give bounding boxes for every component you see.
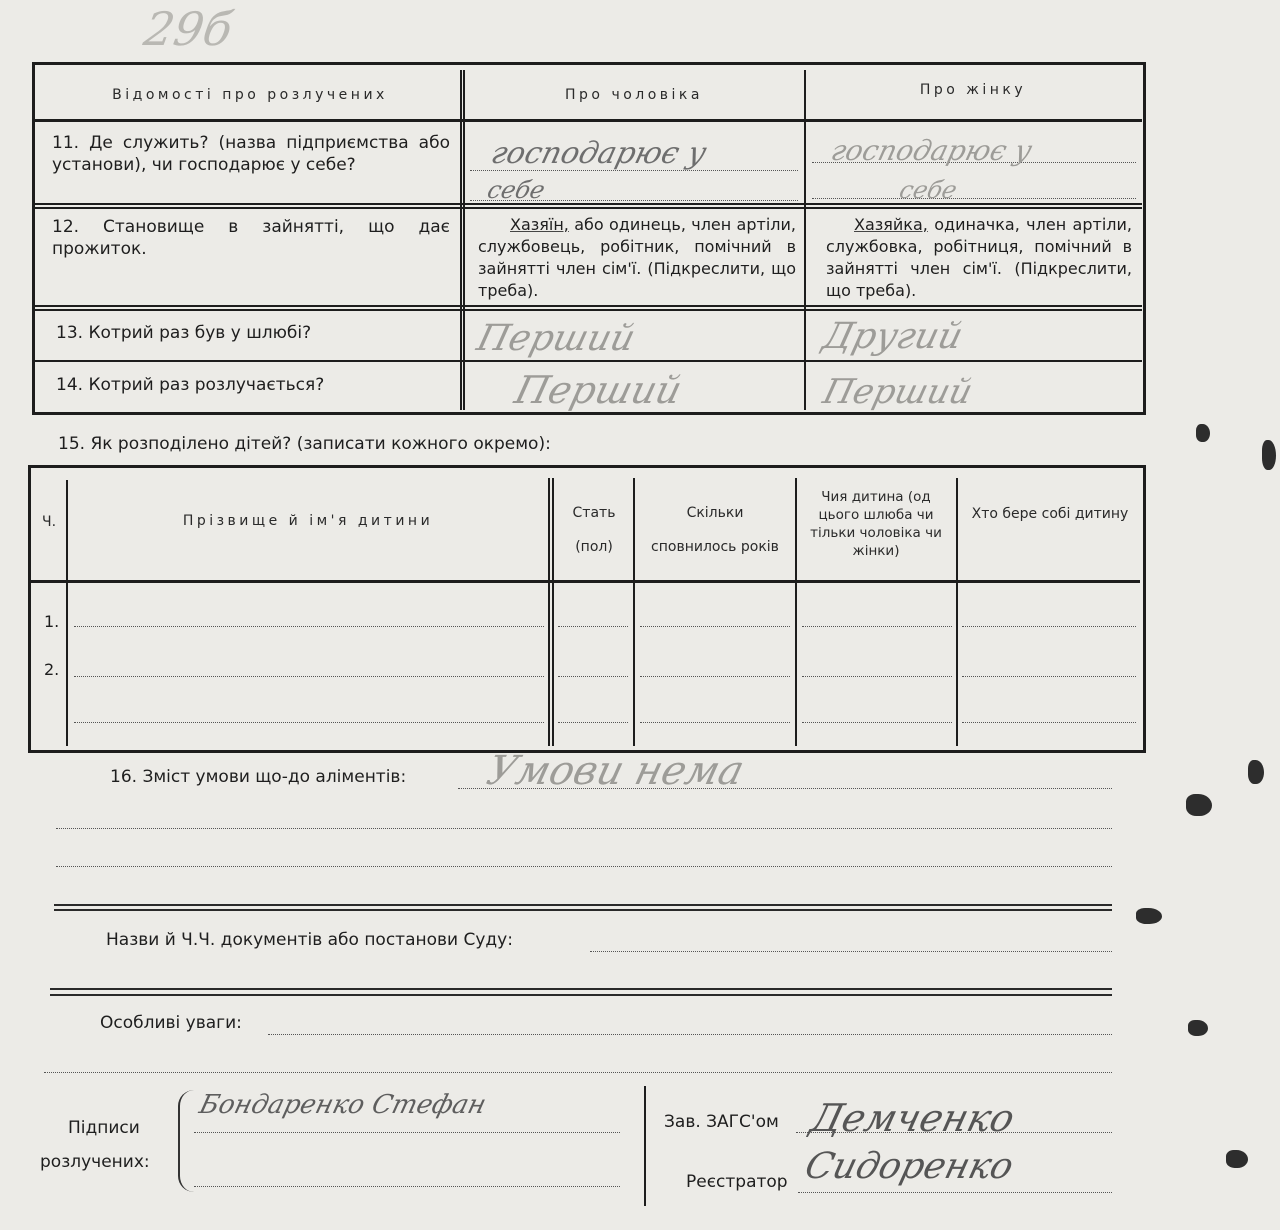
children-section-title: 15. Як розподілено дітей? (записати кожного окремо): (58, 434, 551, 454)
child-whose-line (802, 626, 952, 627)
header-rule (34, 119, 1142, 122)
row-rule (34, 203, 1142, 205)
documents-line (590, 951, 1112, 952)
column-divider (795, 478, 797, 746)
paper-damage-mark (1188, 1020, 1208, 1036)
row-rule (34, 360, 1142, 362)
question-14: 14. Котрий раз розлучається? (56, 375, 325, 395)
signature-line (194, 1132, 620, 1133)
question-13: 13. Котрий раз був у шлюбі? (56, 323, 312, 343)
child-sex-line (558, 626, 628, 627)
signature-line (798, 1192, 1112, 1193)
column-divider (633, 478, 635, 746)
documents-label: Назви й Ч.Ч. документів або постанови Суду: (106, 930, 513, 950)
header-husband: Про чоловіка (565, 87, 703, 103)
column-divider (956, 478, 958, 746)
row-rule (34, 207, 1142, 209)
column-divider (66, 480, 68, 746)
remarks-line (268, 1034, 1112, 1035)
alimony-line (56, 828, 1112, 829)
husband-occupation-options (478, 214, 796, 302)
registrar-signature: Сидоренко (800, 1146, 1018, 1187)
paper-damage-mark (1248, 760, 1264, 784)
divorced-signatures-label-line2: розлучених: (40, 1152, 150, 1172)
wife-occupation-rest: одиначка, член артіли, службовка, робітниця, помічний в зайнятті член сім'ї. (Підкреслити, що треба). (826, 215, 1132, 300)
children-header-whose: Чия дитина (од цього шлюба чи тільки чоловіка чи жінки) (810, 489, 942, 559)
remarks-line (44, 1072, 1112, 1073)
child-name-line (74, 676, 544, 677)
section-rule (54, 904, 1112, 906)
child-name-line (74, 722, 544, 723)
paper-damage-mark (1136, 908, 1162, 924)
child-sex-line (558, 676, 628, 677)
husband-marriage-count: Перший (472, 318, 640, 359)
child-age-line (640, 626, 790, 627)
husband-divorce-count: Перший (510, 368, 687, 412)
husband-occupation-rest: або одинець, член артіли, службовець, робітник, помічний в зайнятті член сім'ї. (Підкреслити, що треба). (478, 215, 796, 300)
answer-line (812, 198, 1136, 199)
husband-occupation-selected: Хазяїн, (510, 215, 569, 234)
row-rule (34, 309, 1142, 311)
child-whose-line (802, 722, 952, 723)
column-divider (548, 478, 550, 746)
child-age-line (640, 722, 790, 723)
header-wife: Про жінку (919, 82, 1027, 98)
child-who-takes-line (962, 626, 1136, 627)
child-sex-line (558, 722, 628, 723)
divorced-signature: Бондаренко Стефан (196, 1090, 490, 1120)
wife-divorce-count: Перший (819, 372, 977, 412)
children-row-1-number: 1. (44, 612, 60, 631)
children-header-sex: Стать (пол) (572, 505, 616, 555)
paper-damage-mark (1186, 794, 1212, 816)
child-who-takes-line (962, 676, 1136, 677)
paper-damage-mark (1196, 424, 1210, 442)
question-11: 11. Де служить? (назва підприємства або установи), чи господарює у себе? (52, 133, 450, 175)
registry-head-label: Зав. ЗАГС'ом (664, 1112, 779, 1132)
column-divider (552, 478, 554, 746)
section-rule (50, 994, 1112, 996)
registrar-label: Реєстратор (686, 1172, 788, 1192)
husband-workplace-line1: господарює у (487, 136, 711, 171)
section-rule (50, 988, 1112, 990)
remarks-label: Особливі уваги: (100, 1013, 242, 1033)
children-row-2-number: 2. (44, 660, 60, 679)
page-number: 29б (140, 2, 237, 56)
wife-workplace-line2: себе (896, 176, 960, 204)
children-header-age: Скільки сповнилось років (651, 505, 779, 555)
signature-line (194, 1186, 620, 1187)
question-12: 12. Становище в зайнятті, що дає прожиток. (52, 217, 450, 259)
children-header-name: Прізвище й ім'я дитини (182, 513, 434, 529)
wife-workplace-line1: господарює у (827, 134, 1036, 167)
paper-damage-mark (1226, 1150, 1248, 1168)
child-whose-line (802, 676, 952, 677)
wife-occupation-selected: Хазяйка, (854, 215, 928, 234)
wife-occupation-options (826, 214, 1132, 302)
children-header-who-takes: Хто бере собі дитину (971, 506, 1129, 522)
header-rule (30, 580, 1140, 583)
child-name-line (74, 626, 544, 627)
registry-head-signature: Демченко (806, 1096, 1020, 1140)
row-rule (34, 305, 1142, 307)
header-about: Відомості про розлучених (112, 87, 388, 103)
child-who-takes-line (962, 722, 1136, 723)
children-header-no: Ч. (41, 514, 57, 530)
alimony-label: 16. Зміст умови що-до аліментів: (110, 767, 407, 787)
signature-brace (178, 1090, 194, 1192)
signature-divider (644, 1086, 646, 1206)
alimony-value: Умови нема (482, 748, 749, 794)
paper-damage-mark (1262, 440, 1276, 470)
divorced-signatures-label-line1: Підписи (68, 1118, 140, 1138)
wife-marriage-count: Другий (818, 316, 967, 357)
husband-workplace-line2: себе (484, 176, 548, 204)
child-age-line (640, 676, 790, 677)
section-rule (54, 909, 1112, 911)
alimony-line (56, 866, 1112, 867)
